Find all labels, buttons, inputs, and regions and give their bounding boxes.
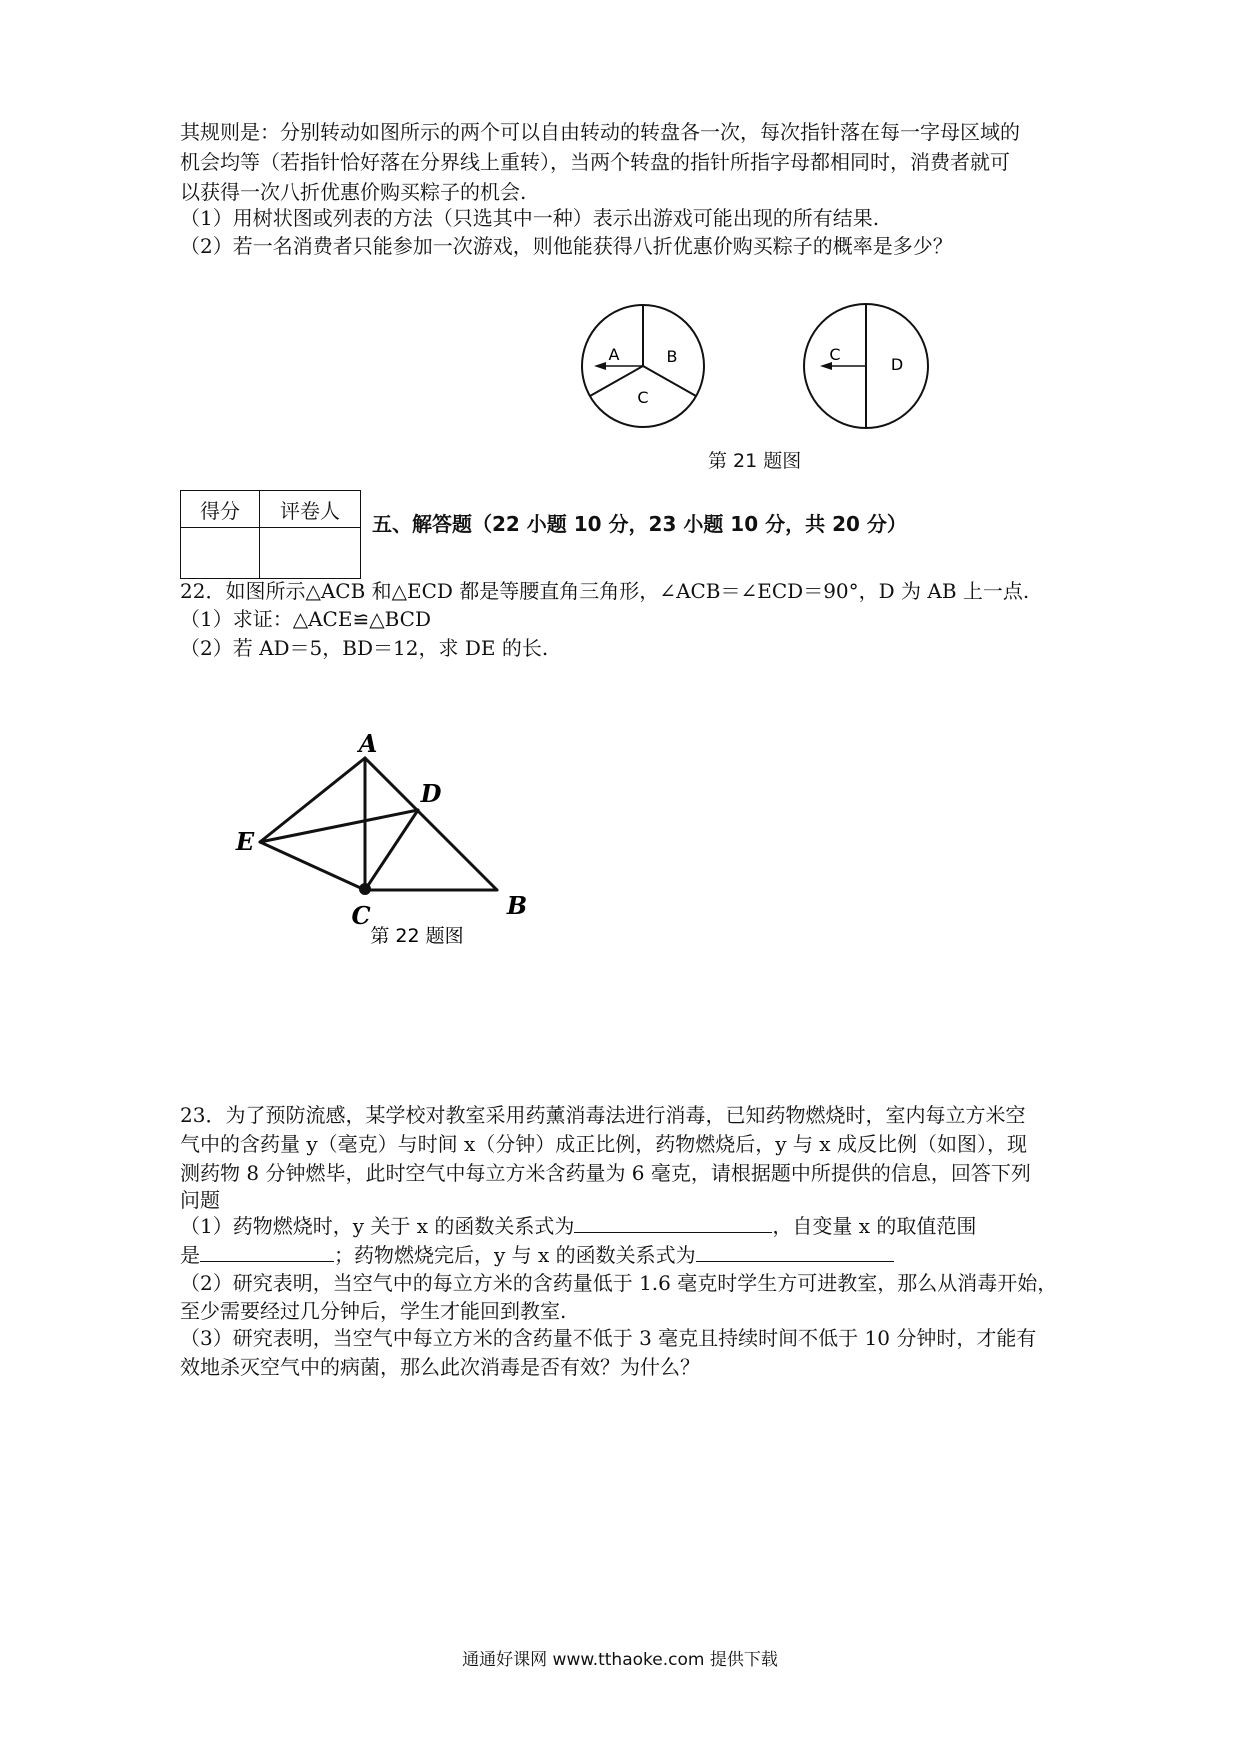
p23-q1-line-2 (180, 1240, 894, 1270)
spinner-figure (570, 300, 950, 460)
p22-stem: 22．如图所示△ACB 和△ECD 都是等腰直角三角形，∠ACB＝∠ECD＝90°，D 为 AB 上一点. (180, 579, 1030, 603)
p23-q1-text-1: （1）药物燃烧时，y 关于 x 的函数关系式为 (180, 1214, 575, 1238)
score-cell[interactable] (181, 528, 260, 579)
score-table (180, 490, 361, 579)
section-title: 五、解答题（22 小题 10 分，23 小题 10 分，共 20 分） (372, 512, 907, 536)
p21-question-1: （1）用树状图或列表的方法（只选其中一种）表示出游戏可能出现的所有结果. (180, 206, 880, 230)
spinner1-label-a: A (608, 345, 620, 364)
grader-cell[interactable] (260, 528, 361, 579)
vertex-c-label: C (351, 901, 371, 930)
figure-22-caption: 第 22 题图 (370, 925, 464, 947)
grader-header: 评卷人 (260, 491, 361, 528)
p23-line-2: 气中的含药量 y（毫克）与时间 x（分钟）成正比例，药物燃烧后，y 与 x 成反比例（如图），现 (180, 1132, 1027, 1156)
spinner-2 (804, 304, 928, 428)
p21-question-2: （2）若一名消费者只能参加一次游戏，则他能获得八折优惠价购买粽子的概率是多少？ (180, 234, 953, 258)
p23-q3-line-2: 效地杀灭空气中的病菌，那么此次消毒是否有效？为什么？ (180, 1355, 700, 1379)
triangle-figure (225, 730, 545, 960)
answer-blank-3[interactable] (696, 1241, 894, 1262)
p23-q3-line-1: （3）研究表明，当空气中每立方米的含药量不低于 3 毫克且持续时间不低于 10 分钟时，才能有 (180, 1326, 1037, 1350)
spinner1-label-c: C (637, 388, 649, 407)
p22-question-2: （2）若 AD＝5，BD＝12，求 DE 的长. (180, 636, 549, 660)
vertex-d-label: D (420, 779, 442, 808)
spinner-1 (582, 305, 704, 427)
p22-question-1: （1）求证：△ACE≌△BCD (180, 607, 431, 631)
p23-q2-line-1: （2）研究表明，当空气中的每立方米的含药量低于 1.6 毫克时学生方可进教室，那么从消毒开始， (180, 1271, 1058, 1295)
vertex-a-label: A (358, 730, 378, 758)
score-header: 得分 (181, 491, 260, 528)
answer-blank-1[interactable] (574, 1212, 772, 1233)
p21-line-1: 其规则是：分别转动如图所示的两个可以自由转动的转盘各一次，每次指针落在每一字母区域的 (180, 120, 1020, 144)
vertex-e-label: E (235, 827, 255, 856)
p21-line-3: 以获得一次八折优惠价购买粽子的机会. (180, 180, 527, 204)
spinner2-label-d: D (890, 355, 904, 374)
p23-q1-text-4: ；药物燃烧完后，y 与 x 的函数关系式为 (334, 1243, 696, 1267)
p21-line-2: 机会均等（若指针恰好落在分界线上重转），当两个转盘的指针所指字母都相同时，消费者就可 (180, 150, 1010, 174)
p23-q1-text-2: ，自变量 x 的取值范围 (772, 1214, 977, 1238)
p23-q1-line-1 (180, 1211, 976, 1241)
p23-q2-line-2: 至少需要经过几分钟后，学生才能回到教室. (180, 1299, 567, 1323)
figure-21-caption: 第 21 题图 (708, 450, 802, 472)
p23-q1-text-3: 是 (180, 1243, 200, 1267)
answer-blank-2[interactable] (200, 1241, 334, 1262)
p23-line-1: 23．为了预防流感，某学校对教室采用药薰消毒法进行消毒，已知药物燃烧时，室内每立方米空 (180, 1103, 1026, 1127)
spinner2-label-c: C (829, 345, 841, 364)
page-footer: 通通好课网 www.tthaoke.com 提供下载 (462, 1650, 778, 1670)
spinner1-label-b: B (666, 347, 678, 366)
p23-line-3: 测药物 8 分钟燃毕，此时空气中每立方米含药量为 6 毫克，请根据题中所提供的信息，回答下列 (180, 1161, 1031, 1185)
vertex-b-label: B (506, 891, 528, 920)
p23-line-4: 问题 (180, 1188, 220, 1212)
